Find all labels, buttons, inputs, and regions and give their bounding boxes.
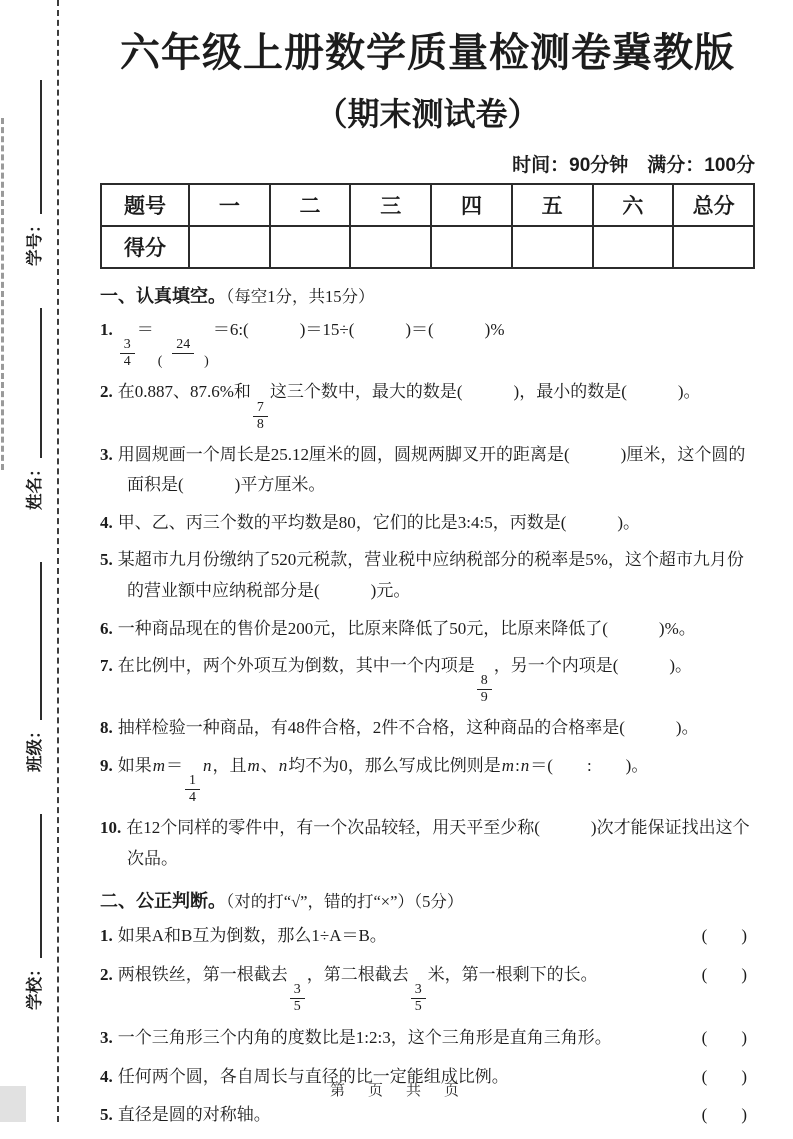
question-text: 在比例中，两个外项互为倒数，其中一个内项是 $\frac{8}{9}$ ，另一个内项是( )。 [117, 656, 693, 706]
question-number: 3. [100, 444, 113, 464]
score-table-col: 四 [431, 184, 512, 226]
exam-paper [100, 0, 755, 1139]
score-table-col: 六 [593, 184, 674, 226]
score-table-col: 五 [512, 184, 593, 226]
page-edge-dashes [1, 118, 4, 470]
exam-info: 时间：90分钟 满分：100分 [512, 155, 755, 176]
question-number: 4. [100, 1066, 113, 1086]
question-text: $\frac{3}{4}$ ＝ $\frac{24}{( )}$ ＝6:( )＝15÷( )＝( )% [118, 320, 505, 339]
question-body: 一个三角形三个内角的度数比是1:2:3，这个三角形是直角三角形。 [117, 1028, 612, 1048]
question-text: 甲、乙、丙三个数的平均数是80，它们的比是3:4:5，丙数是( )。 [117, 512, 641, 532]
score-cell-empty [431, 226, 512, 268]
question-number: 1. [100, 926, 113, 946]
section1-heading [100, 282, 755, 308]
question-number: 4. [100, 512, 113, 532]
section1-heading-note: （每空1分，共15分） [226, 287, 375, 306]
name-field [19, 306, 45, 510]
student-id-blank-line [28, 80, 42, 215]
fraction: $\frac{1}{4}$ [185, 773, 200, 806]
question-body: 两根铁丝，第一根截去 $\frac{3}{5}$ ，第二根截去 $\frac{3}{5}$ 米，第一根剩下的长。 [117, 965, 598, 1015]
score-table-col: 二 [270, 184, 351, 226]
score-table [100, 183, 755, 269]
fraction: $\frac{3}{4}$ [120, 337, 135, 370]
class-label: 班级： [25, 722, 44, 772]
school-label: 学校： [25, 960, 44, 1010]
fill-question-4 [100, 508, 755, 539]
class-field [19, 560, 45, 772]
page-subtitle: （期末测试卷） [315, 96, 540, 132]
question-number: 8. [100, 718, 113, 738]
math-variable: n [278, 755, 288, 775]
question-text [100, 921, 692, 952]
fraction: $\frac{7}{8}$ [253, 400, 268, 433]
fill-question-6 [100, 614, 755, 645]
question-number: 9. [100, 755, 113, 775]
fraction: $\frac{3}{5}$ [290, 982, 305, 1015]
judge-question-3 [100, 1023, 755, 1054]
fill-question-7 [100, 651, 755, 706]
judge-question-2 [100, 960, 755, 1015]
question-text: 一种商品现在的售价是200元，比原来降低了50元，比原来降低了( )%。 [117, 618, 696, 638]
question-text: 抽样检验一种商品，有48件合格，2件不合格，这种商品的合格率是( )。 [117, 718, 699, 738]
fill-question-9 [100, 751, 755, 806]
question-text: 在0.887、87.6%和 $\frac{7}{8}$ 这三个数中，最大的数是( )，最小的数是( )。 [117, 382, 701, 432]
fraction: $\frac{8}{9}$ [477, 673, 492, 706]
judge-question-5 [100, 1100, 755, 1131]
question-number: 6. [100, 618, 113, 638]
answer-parentheses: ( ) [701, 1066, 747, 1086]
fill-question-2 [100, 377, 755, 432]
question-number: 3. [100, 1028, 113, 1048]
name-label: 姓名： [25, 460, 44, 510]
question-number: 7. [100, 656, 113, 676]
score-cell-empty [270, 226, 351, 268]
student-id-label: 学号： [25, 216, 44, 266]
question-number: 2. [100, 965, 113, 984]
question-text: 某超市九月份缴纳了520元税款，营业税中应纳税部分的税率是5%，这个超市九月份的营业额中应纳税部分是( )元。 [117, 550, 744, 600]
section2-heading [100, 887, 755, 913]
score-table-score-row [101, 226, 754, 268]
question-body: 任何两个圆，各自周长与直径的比一定能组成比例。 [117, 1066, 509, 1086]
question-text: 用圆规画一个周长是25.12厘米的圆，圆规两脚叉开的距离是( )厘米，这个圆的面积是( )平方厘米。 [117, 444, 746, 495]
fill-question-8 [100, 713, 755, 744]
page-footer: 第 页 共 页 [329, 1083, 463, 1099]
name-blank-line [28, 308, 42, 459]
score-cell-empty [350, 226, 431, 268]
score-table-header-row [101, 184, 754, 226]
school-field [19, 812, 45, 1010]
question-body: 如果A和B互为倒数，那么1÷A＝B。 [117, 926, 387, 946]
score-cell-empty [512, 226, 593, 268]
score-table-col: 总分 [673, 184, 754, 226]
school-blank-line [28, 814, 42, 959]
question-text: 在12个同样的零件中，有一个次品较轻，用天平至少称( )次才能保证找出这个次品。 [126, 818, 750, 868]
question-text [100, 960, 692, 1015]
score-table-row1-label: 题号 [101, 184, 189, 226]
score-cell-empty [593, 226, 674, 268]
score-table-row2-label: 得分 [101, 226, 189, 268]
math-variable: n [520, 755, 530, 775]
class-blank-line [28, 562, 42, 721]
score-table-col: 一 [189, 184, 270, 226]
fill-question-1 [100, 315, 755, 370]
fraction: $\frac{3}{5}$ [411, 982, 426, 1015]
question-number: 5. [100, 550, 113, 570]
fill-question-5 [100, 545, 755, 606]
question-body: 直径是圆的对称轴。 [117, 1105, 271, 1125]
math-variable: m [501, 755, 515, 775]
answer-parentheses: ( ) [701, 1105, 747, 1125]
math-variable: n [203, 755, 212, 775]
fill-question-3 [100, 440, 755, 501]
answer-parentheses: ( ) [701, 926, 747, 946]
math-variable: m [247, 755, 260, 775]
answer-parentheses: ( ) [701, 965, 747, 984]
seal-dashed-line [57, 0, 59, 1122]
section1-heading-title: 一、认真填空。 [100, 286, 226, 306]
score-cell-empty [189, 226, 270, 268]
judge-question-1 [100, 921, 755, 952]
question-text [100, 1023, 692, 1054]
fill-question-10 [100, 813, 755, 874]
question-number: 1. [100, 320, 113, 339]
answer-parentheses: ( ) [701, 1028, 747, 1048]
question-number: 10. [100, 818, 122, 838]
question-text: 如果m＝ $\frac{1}{4}$ n，且m、n均不为0，那么写成比例则是m:n＝( : )。 [117, 755, 649, 806]
question-text [100, 1100, 692, 1131]
section2-heading-note: （对的打“√”，错的打“×”）（5分） [226, 892, 464, 912]
question-number: 5. [100, 1105, 113, 1125]
fraction: $\frac{24}{( )}$ [157, 337, 209, 370]
score-table-col: 三 [350, 184, 431, 226]
score-cell-empty [673, 226, 754, 268]
section2-heading-title: 二、公正判断。 [100, 891, 226, 912]
question-number: 2. [100, 382, 113, 402]
student-id-field [19, 78, 45, 266]
page-title: 六年级上册数学质量检测卷冀教版 [120, 31, 735, 75]
math-variable: m [152, 755, 166, 775]
